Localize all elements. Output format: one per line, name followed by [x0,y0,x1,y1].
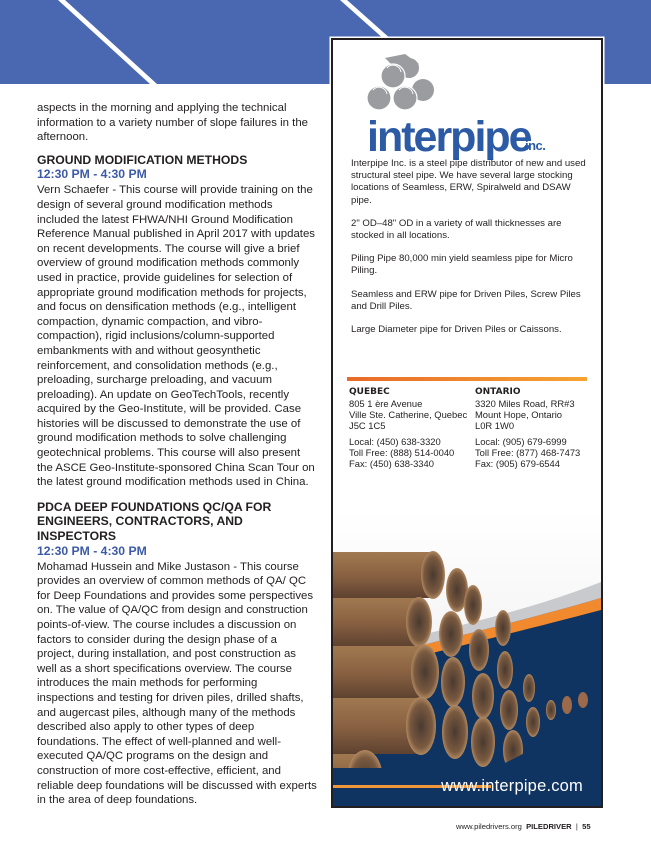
office-phone: Local: (905) 679-6999 [475,436,567,447]
office-quebec [349,387,469,469]
ad-paragraph: Piling Pipe 80,000 min yield seamless pipe for Micro Piling. [351,253,573,277]
office-phone: Toll Free: (877) 468-7473 [475,447,581,458]
article-column [37,101,317,808]
page-footer [456,822,591,831]
interpipe-advertisement[interactable] [331,38,603,808]
office-phone: Local: (450) 638-3320 [349,436,441,447]
office-name: QUEBEC [349,387,390,397]
ad-paragraph: Seamless and ERW pipe for Driven Piles, Screw Piles and Drill Piles. [351,288,581,312]
ad-paragraph: Large Diameter pipe for Driven Piles or Caissons. [351,324,562,336]
section-body: Vern Schaefer - This course will provide training on the design of several ground modification methods included the latest FHWA/NHI Ground Modification Reference Manual published in April 2017 with updates on recent developments. The course will give a brief overview of ground modification methods commonly used in practice, provide guidelines for selection of appropriate ground modification methods for projects, and focus on densification methods (e.g., intelligent compaction, dynamic compaction, and vibro-compaction), rigid inclusions/column-supported embankments with and without geosynthetic reinforcement, and consolidation methods (e.g., preloading, surcharge preloading, and vacuum preloading). An update on GeoTechTools, recently acquired by the Geo-Institute, will be provided. Case histories will be discussed to demonstrate the use of ground modification methods to solve challenging geotechnical problems. This course will also present the ASCE Geo-Institute-sponsored China Scan Tour on the latest ground modification methods used in China. [37,184,315,489]
pipe-photo-illustration [333,510,601,806]
pipe-stack-icon [357,54,447,116]
ad-paragraph: 2" OD–48" OD in a variety of wall thicknesses are stocked in all locations. [351,217,562,242]
office-address-line: 3320 Miles Road, RR#3 [475,398,575,409]
section-pdca-deep-foundations [37,500,317,808]
office-address-line: Mount Hope, Ontario [475,409,563,420]
footer-site: www.piledrivers.org [456,822,522,831]
pipe-stack-photo [333,510,601,806]
office-address-line: L0R 1W0 [475,420,515,431]
office-fax: Fax: (905) 679-6544 [475,458,560,469]
office-address-line: J5C 1C5 [349,420,386,431]
page-number: 55 [582,822,591,831]
office-ontario [475,387,601,469]
banner-stripe-left [58,0,157,84]
logo-wordmark: interpipe [367,113,531,161]
office-address-line: 805 1 ère Avenue [349,398,423,409]
office-address-line: Ville Ste. Catherine, Quebec [349,409,468,420]
section-time: 12:30 PM - 4:30 PM [37,543,147,558]
footer-separator: | [575,822,578,831]
office-phone: Toll Free: (888) 514-0040 [349,447,455,458]
office-name: ONTARIO [475,387,521,397]
section-ground-modification [37,153,317,490]
section-title: PDCA DEEP FOUNDATIONS QC/QA FOR ENGINEERS, CONTRACTORS, AND INSPECTORS [37,499,272,544]
section-body: Mohamad Hussein and Mike Justason - This course provides an overview of common methods of QA/ QC for Deep Foundations and provides some perspectives on. The value of QA/QC from design and construction points-of-view. The course includes a discussion on factors to consider during the design phase of a project, during installation, and post construction as well as a short specifications overview. The course introduces the main methods for performing inspections and testing for driven piles, drilled shafts, and augercast piles, although many of the methods described also apply to other types of deep foundations. The effect of well-planned and well-executed QA/QC programs on the design and construction of more cost-effective, efficient, and reliable deep foundations will be discussed with experts in the area of deep foundations. [37,560,317,807]
footer-magazine: PILEDRIVER [526,822,572,831]
section-title: GROUND MODIFICATION METHODS [37,152,248,167]
orange-divider [347,377,587,381]
section-time: 12:30 PM - 4:30 PM [37,167,147,182]
logo-suffix: inc. [525,138,546,153]
interpipe-logo [351,54,591,161]
website-link[interactable]: www.interpipe.com [441,777,583,795]
ad-description [351,158,587,347]
intro-paragraph: aspects in the morning and applying the technical information to a variety number of slope failures in the afternoon. [37,102,308,144]
ad-paragraph: Interpipe Inc. is a steel pipe distributor of new and used structural steel pipe. We have several large stocking locations of Seamless, ERW, Spiralweld and DSAW pipe. [351,158,586,206]
office-fax: Fax: (450) 638-3340 [349,458,434,469]
banner-stripe-right [340,0,392,40]
